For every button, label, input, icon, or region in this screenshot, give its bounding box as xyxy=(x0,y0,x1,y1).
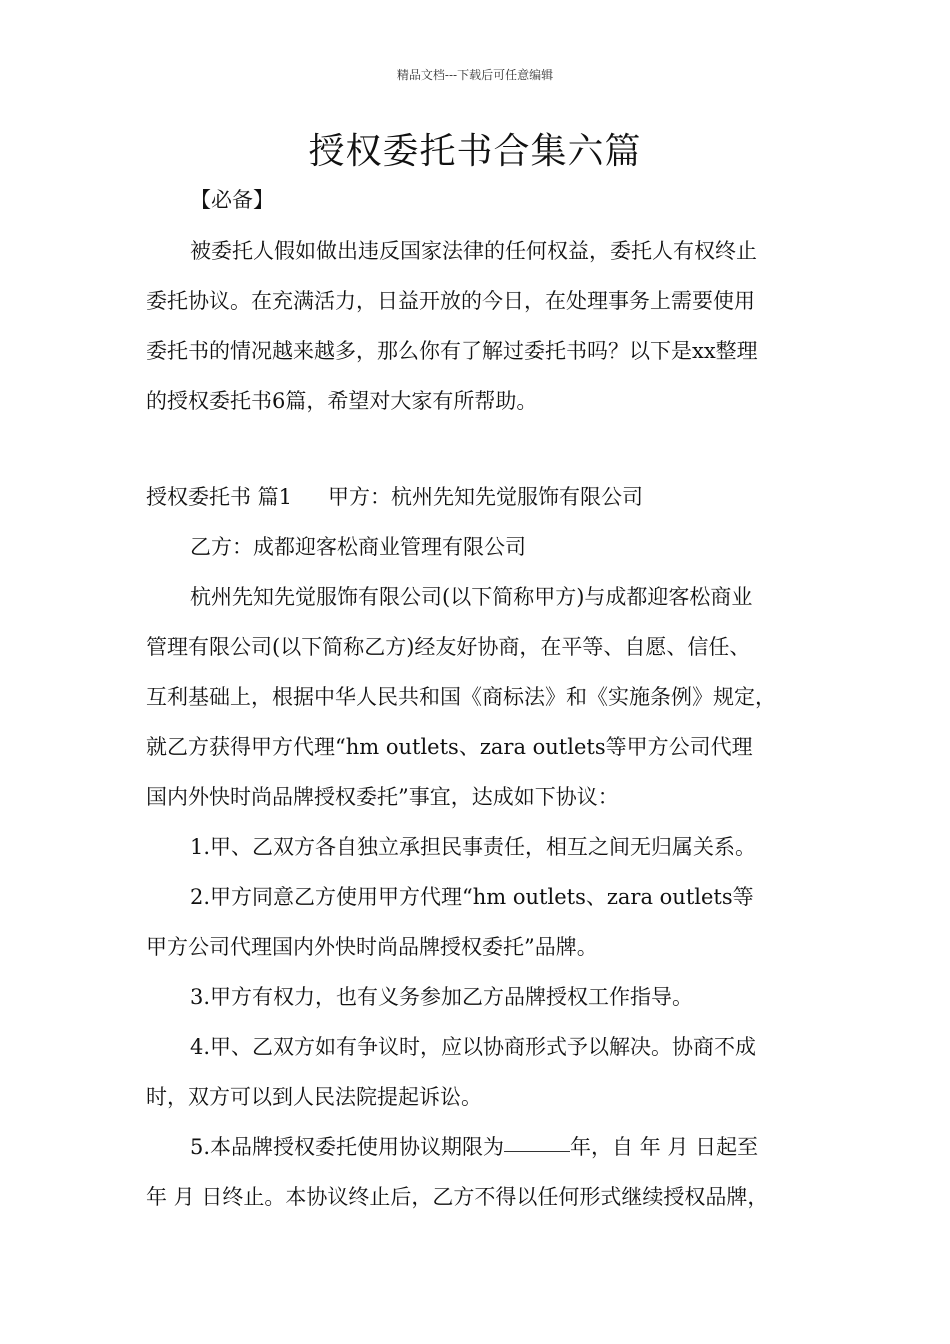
section-heading-line xyxy=(146,472,812,522)
clause-4-line: 时，双方可以到人民法院提起诉讼。 xyxy=(146,1085,482,1109)
tag-label: 【必备】 xyxy=(190,188,274,212)
paragraph-line: 互利基础上，根据中华人民共和国《商标法》和《实施条例》规定， xyxy=(146,685,776,709)
paragraph-line: 杭州先知先觉服饰有限公司(以下简称甲方)与成都迎客松商业 xyxy=(190,585,753,609)
intro-line: 被委托人假如做出违反国家法律的任何权益，委托人有权终止 xyxy=(190,239,757,263)
intro-line: 委托协议。在充满活力，日益开放的今日，在处理事务上需要使用 xyxy=(146,289,755,313)
document-title: 授权委托书合集六篇 xyxy=(308,131,642,172)
clause-5-line: 年 月 日终止。本协议终止后，乙方不得以任何形式继续授权品牌， xyxy=(146,1185,769,1209)
clause-5-text-cont: 年，自 年 月 日起至 xyxy=(570,1135,759,1159)
section-heading: 授权委托书 篇1 xyxy=(146,485,293,509)
clause-1: 1.甲、乙双方各自独立承担民事责任，相互之间无归属关系。 xyxy=(190,835,757,859)
clause-2-line: 2.甲方同意乙方使用甲方代理“hm outlets、zara outlets等 xyxy=(190,885,754,909)
fill-in-blank xyxy=(504,1133,570,1152)
section-1 xyxy=(146,472,812,1222)
clause-2-line: 甲方公司代理国内外快时尚品牌授权委托”品牌。 xyxy=(146,935,598,959)
intro-line: 的授权委托书6篇，希望对大家有所帮助。 xyxy=(146,389,538,413)
clause-5-line xyxy=(146,1122,812,1172)
paragraph-line: 管理有限公司(以下简称乙方)经友好协商，在平等、自愿、信任、 xyxy=(146,635,751,659)
clause-5-text: 5.本品牌授权委托使用协议期限为 xyxy=(190,1135,505,1159)
paragraph-line: 就乙方获得甲方代理“hm outlets、zara outlets等甲方公司代理 xyxy=(146,735,753,759)
party-b: 乙方：成都迎客松商业管理有限公司 xyxy=(190,535,526,559)
clause-4-line: 4.甲、乙双方如有争议时，应以协商形式予以解决。协商不成 xyxy=(190,1035,757,1059)
intro-paragraph xyxy=(146,226,812,426)
party-a: 甲方：杭州先知先觉服饰有限公司 xyxy=(328,485,644,509)
running-header: 精品文档---下载后可任意编辑 xyxy=(396,68,554,82)
clause-3: 3.甲方有权力，也有义务参加乙方品牌授权工作指导。 xyxy=(190,985,694,1009)
paragraph-line: 国内外快时尚品牌授权委托”事宜，达成如下协议： xyxy=(146,785,619,809)
intro-line: 委托书的情况越来越多，那么你有了解过委托书吗？以下是xx整理 xyxy=(146,339,758,363)
